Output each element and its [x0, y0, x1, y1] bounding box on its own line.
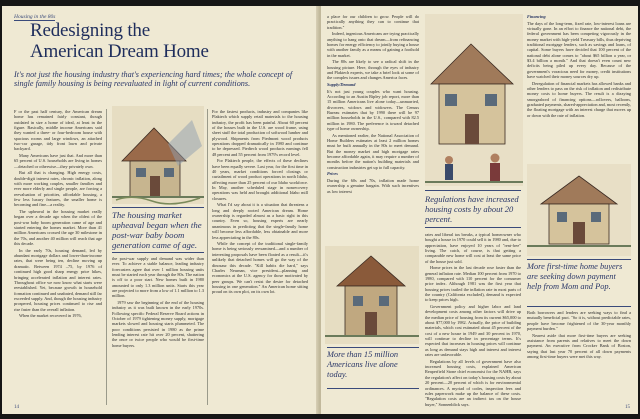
- column-divider: [207, 109, 208, 405]
- column-divider: [106, 109, 107, 405]
- paragraph: When the market recovered in 1976,: [19, 313, 82, 319]
- section-head-supply: Supply/Demand: [327, 82, 356, 88]
- parents-helping-illustration: [527, 164, 631, 256]
- article-column-4: [327, 14, 419, 194]
- paragraph: Government policy and higher labor and land development costs among other factors will drive up the median price of housing from its current $65,000 to about $77,000 by 1982. Actually, the price of building materials, which cost estimated about 45 percent of the cost of a new house in 1949 and 30 percent in 1970, will continue to decline in percentage terms. It's expected that increases in housing prices will continue as long as demand stays high and interest and interest rates are unfavorable.: [425, 304, 521, 358]
- section-kicker: Housing in the 80s: [14, 14, 56, 20]
- pull-quote: More than 15 million Americans live alone today.: [327, 350, 399, 379]
- article-column-6: [527, 14, 631, 160]
- section-head-prices: Prices: [327, 171, 338, 177]
- pull-quote-rule: [425, 190, 521, 191]
- paragraph: F or the past half century, the American dream home has remained fairly constant, though outdated in size a home of ideal, at least in the figure. Basically, middle income Americans said they wanted a three- or four-bedroom house with spacious rooms and large windows, an attached two-car garage, tidy front lawn and private backyard.: [14, 109, 102, 152]
- paragraph: The days of the long-term, fixed rate, low-interest loans are virtually gone. In an effort to finance the national debt, the federal government has been competing vigorously in the money market with high-yield Treasury bills, thus depriving traditional mortgage lenders, such as savings and loans, of capital. Some buyers have decided that 100 percent of the national debt alone comes to "about $65 billion a year, or $3.4 billion a month." And that doesn't even count new deficits being piled up every day. Because of the government's voracious need for money, credit institutions have watched their money sources dry up.: [527, 20, 631, 80]
- pull-quote-rule: [425, 227, 521, 228]
- right-page: [321, 6, 638, 414]
- article-column-2: [112, 256, 204, 406]
- headline: [30, 20, 290, 62]
- article-column-7: [527, 310, 631, 406]
- house-illustration: [112, 106, 204, 204]
- paragraph: Both borrowers and lenders are seeking ways to find a mutually beneficial pact. "So it is, without predictable rates, people have become frightened of the 30-year monthly payment burden.": [527, 310, 631, 332]
- pull-quote-rule: [112, 252, 204, 253]
- headline-line-1: Redesigning the: [30, 20, 150, 41]
- paragraph: 1979 saw the beginning of the end of the housing industry as it was built known in the early 1970s. Following specific Federal Reserve Board actions in October of 1979 tightening money supply, mortgage markets slowed and housing starts plummeted. The poor conditions persisted in 1980 as the prime lending interest rate hit over 20 percent, shattering the once or twice people who would be first-time home buyers.: [112, 300, 204, 348]
- deck-subtitle: It's not just the housing industry that's experiencing hard times; the whole concept of single family housing is being reevaluated in light of current conditions.: [14, 70, 293, 89]
- paragraph: the post-war supply and demand was wider than ever. To achieve a stable balance, leading industry forecasters agree that over 1 million housing units must be started each year through the 80s. The nation is off to a poor start. New homes built in 1980 amounted to only 1.3 million units. Starts this year are projected to more from a low of 1.1 million to 1.3 million.: [112, 256, 205, 299]
- pull-quote: The housing market upheaval began when the post-war baby boom generation came of age.: [112, 210, 202, 250]
- paragraph: Many Americans have just that. And more than 65 percent of U.S. households are living in homes—detached or otherwise—they privately own.: [14, 153, 102, 169]
- article-column-1: [14, 109, 102, 405]
- magazine-spread: [2, 6, 638, 414]
- pull-quote: Regulations have increased housing costs by about 20 percent.: [425, 194, 519, 224]
- paragraph: While the concept of the traditional single-family home is being seriously reexamined—and a number of interesting proposals have been floated as a result—it's unlikely that detached homes will go the way of the dinosaur this decade. "Kill habits die hard," says Charles Neurnan, vice president—planning and economics at the U.S. agency for those motivated by peer groups. We can't resist the desire for detached housing in one generation." An American home sitting proud on its own plot, on its own lot.: [212, 241, 308, 295]
- pull-quote: More first-time home buyers are seeking down payment help from Mom and Pop.: [527, 262, 623, 291]
- paragraph: Indeed, ingenious Americans are trying practically anything to hang onto that dream—from refinancing homes for energy efficiency to jointly buying a house with another family as a means of gaining a foothold in the market.: [327, 31, 419, 58]
- page-number-right: 15: [625, 405, 630, 410]
- paragraph: rates and liberal tax breaks, a typical homeowner who bought a house in 1970 could sell it in 1980 and, due to appreciation, have enjoyed 10 years of "rent-free" living. The catch, of course, is that getting a comparable new home will cost at least the same price of the house just sold.: [425, 232, 521, 264]
- paragraph: Regulations by all levels of government have also increased housing costs, explained American Reaperfield Stone chief economist for the NAHB, says the regulation's affect on today's housing costs by about 20 percent—20 percent of which is for environmental ordinances. A myriad of codes, inspection fees and rules paperwork make up the balance of these costs. "Regulation costs are an indirect tax on the house buyer," Sonnenblick says.: [425, 358, 521, 407]
- paragraph: But all that is changing. High energy costs, double-digit interest rates, chronic inflation, along with more working couples, smaller families and ever more elderly and single people, are forcing a reevaluation of priorities, affordable housing, a few less luxury features, the smaller home is becoming and fine—a reality.: [14, 170, 102, 208]
- pull-quote-rule: [112, 207, 204, 208]
- paragraph: As mentioned earlier, the National Association of Home Builders estimates at least 2 million homes must be built annually in the 80s to meet demand. But the money market and high mortgage rates become affordable again, it may require a number of months before the nation's building materials and construction industries get up to full capacity.: [327, 132, 419, 170]
- single-person-house-illustration: [325, 246, 419, 344]
- left-page: [2, 6, 319, 414]
- pull-quote-rule: [327, 388, 419, 389]
- paragraph: It's not just young couples who want housing. According to an Austin Ripley job report, more than 15 million Americans live alone today—unmarried, divorcees, widows and widowers. The Census Bureau estimates that by 1990 there will be 97 million households in the U.S., compared with 82.5 million in 1980. The preference is toward detached type of home ownership.: [327, 88, 419, 132]
- page-number-left: 14: [14, 405, 19, 410]
- paragraph: Home prices in the last decade rose faster than the general inflation rate. Median 100 percent from 1970 to 1980, compared with 110 percent for the consumer price index. Although 1981 was the first year that housing prices trailed the inflation rate in most parts of the country (California excluded), demand is expected to keep prices high.: [425, 265, 521, 303]
- paragraph: Deregulation of financial markets has allowed banks and other lenders to pass on the risk of inflation and redistribute money costs to home buyers. The result is a dizzying smorgasbord of financing options—rollovers, balloons, graduated payments, shared-appreciation and, most recently, the floating mortgage with an interest charge that moves up or down with the rate of inflation.: [527, 80, 631, 118]
- paragraph: For Plaktech people, the effects of these declines have been equally severe. Last year, for the first time in 40 years, market conditions forced closings or curtailment of wood product operations in north Idaho, affecting more than 25 percent of our Idaho workforce. In May, another scheduled stage in nonrecovery operations was held and brought additional Idaho mill closures.: [212, 158, 308, 201]
- paragraph: During the 60s and 70s, inflation made home ownership a genuine bargain. With such incentives as low interest: [327, 178, 419, 194]
- paragraph: What I'd say about it is a situation that threatens a long and deeply rooted American dream. Home ownership is regarded almost as a basic right in this country. Even so, housing experts are nearly unanimous in predicting that the single-family home will become less affordable, less obtainable and more less appreciating in the 80s.: [212, 202, 308, 240]
- paragraph: a place for our children to grow. People will do practically anything they can to continue that tradition.": [327, 14, 419, 30]
- pull-quote-rule: [327, 347, 419, 348]
- paragraph: In the early 70s, housing demand, led by abundant mortgage dollars and lower-than-income rates, that were being ten, decline moving up dramatic. Between 1974 –75, by 1976 of continued high good sharp energy price hikes, bringing accelerated inflation and interest rates. Throughout office we now know what starts were reestablished. Yet, because growth in household formation continued and unabated, demand still far exceeded supply. And, though the housing industry prospered, housing prices continued to rise and rise faster than the overall inflation.: [14, 247, 102, 312]
- paragraph: For the fastest products, industry and companies like Plaktech which supply retail materials to the housing industry, the profit has been painful. About 60 percent of the houses built in the U.S. are wood frame, using sheet stuff the total production of softwood lumber and plywood. Shipments from Piedmont wood products operations dropped dramatically in 1980 and continue to be depressed. Piedtech wood products earnings fell 48 percent and 55 percent from 1979's record level.: [212, 109, 308, 157]
- section-head-financing: Financing: [527, 14, 546, 19]
- paragraph: The upheaval in the housing market really began over a decade ago when the oldest of the post-war baby boom generation came of age and started entering the homes market. More than 41 million Americans crossed the age 30 milestone in the 70s, and another 40 million will reach that age this decade.: [14, 209, 102, 247]
- pull-quote-rule: [527, 259, 631, 260]
- paragraph: Nearest aside that more first-time buyers are seeking assistance from parents and relatives to meet the down payment. An executive from Crocker Bank of Boston, saying that last year 70 percent of all down payments among first-time buyers were met this way.: [527, 332, 631, 360]
- pull-quote-rule: [527, 306, 631, 307]
- article-column-5: [425, 232, 521, 408]
- family-illustration: [425, 14, 523, 186]
- paragraph: The 80s are likely to see a radical shift in the housing picture. Here, through the eyes of industry and Plaktech experts, we take a brief look at some of the complex issues and changes America faces.: [327, 59, 419, 81]
- headline-line-2: American Dream Home: [30, 41, 209, 62]
- article-column-3: [212, 109, 308, 405]
